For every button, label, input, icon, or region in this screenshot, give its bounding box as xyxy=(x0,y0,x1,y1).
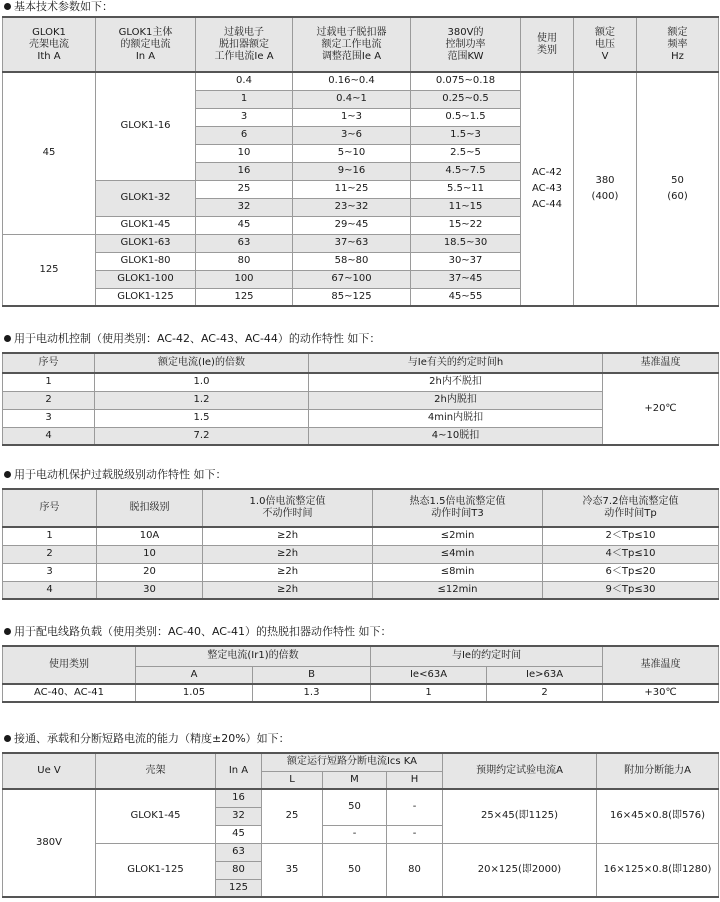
table-header-row xyxy=(3,489,719,527)
model-cell: GLOK1-16 xyxy=(96,72,196,180)
header-multiple: 整定电流(Ir1)的倍数 xyxy=(136,646,371,666)
table-cell: 1.5~3 xyxy=(411,126,521,144)
table-cell: 2 xyxy=(3,545,97,563)
table-cell: 80 xyxy=(196,252,293,270)
table-cell: ≥2h xyxy=(203,581,373,599)
table-cell: 16 xyxy=(196,162,293,180)
table-cell: 3~6 xyxy=(293,126,411,144)
table-cell: 50 xyxy=(323,843,387,897)
table-cell: 20×125(即2000) xyxy=(443,843,597,897)
table-cell: ≥2h xyxy=(203,527,373,545)
bullet-icon xyxy=(4,471,11,478)
table-cell: 5~10 xyxy=(293,144,411,162)
table-cell: 1 xyxy=(371,684,487,702)
table-cell: 50 xyxy=(323,789,387,825)
table-cell: 11~15 xyxy=(411,198,521,216)
header-main-rated-current: GLOK1主体 的额定电流 In A xyxy=(96,17,196,72)
header-gt63: Ie>63A xyxy=(487,666,603,684)
table-cell: 20 xyxy=(97,563,203,581)
table-header-row xyxy=(3,646,719,666)
section-title-distribution: 用于配电线路负载（使用类别：AC-40、AC-41）的热脱扣器动作特性 如下： xyxy=(4,625,391,639)
table-cell: 6＜Tp≤20 xyxy=(543,563,719,581)
table-cell: +30℃ xyxy=(603,684,719,702)
distribution-table xyxy=(2,645,719,703)
table-cell: 10 xyxy=(196,144,293,162)
table-cell: ≤2min xyxy=(373,527,543,545)
table-cell: - xyxy=(387,789,443,825)
table-cell: 37~45 xyxy=(411,270,521,288)
table-cell: ≤12min xyxy=(373,581,543,599)
table-cell: 2 xyxy=(3,391,95,409)
header-a: A xyxy=(136,666,253,684)
table-cell: - xyxy=(323,825,387,843)
table-cell: 6 xyxy=(196,126,293,144)
table-cell: 37~63 xyxy=(293,234,411,252)
header-le63: Ie<63A xyxy=(371,666,487,684)
header-in: In A xyxy=(216,753,262,789)
header-temp: 基准温度 xyxy=(603,646,719,684)
table-cell: 35 xyxy=(262,843,323,897)
table-cell: 2 xyxy=(487,684,603,702)
table-row xyxy=(3,373,719,391)
table-cell: 9＜Tp≤30 xyxy=(543,581,719,599)
table-row xyxy=(3,843,719,861)
voltage-cell: 380V xyxy=(3,789,96,897)
table-cell: 2h内脱扣 xyxy=(309,391,603,409)
table-cell: 0.4 xyxy=(196,72,293,90)
table-cell: 1.5 xyxy=(95,409,309,427)
table-header-row xyxy=(3,753,719,771)
frame-cell: GLOK1-45 xyxy=(96,789,216,843)
model-cell: GLOK1-125 xyxy=(96,288,196,306)
header-voltage: 额定 电压 V xyxy=(574,17,637,72)
header-hot-trip-time: 热态1.5倍电流整定值 动作时间T3 xyxy=(373,489,543,527)
table-cell: 4 xyxy=(3,427,95,445)
header-ics: 额定运行短路分断电流Ics KA xyxy=(262,753,443,771)
header-adjust-range: 过载电子脱扣器 额定工作电流 调整范围Ie A xyxy=(293,17,411,72)
table-row xyxy=(3,545,719,563)
bullet-icon xyxy=(4,628,11,635)
table-cell: 29~45 xyxy=(293,216,411,234)
table-cell: 0.4~1 xyxy=(293,90,411,108)
header-index: 序号 xyxy=(3,353,95,373)
table-cell: 45 xyxy=(196,216,293,234)
table-cell: 0.5~1.5 xyxy=(411,108,521,126)
table-cell: 125 xyxy=(196,288,293,306)
model-cell: GLOK1-63 xyxy=(96,234,196,252)
table-cell: 1.0 xyxy=(95,373,309,391)
table-cell: 80 xyxy=(216,861,262,879)
table-cell: 1.2 xyxy=(95,391,309,409)
bullet-icon xyxy=(4,735,11,742)
table-cell: 25 xyxy=(262,789,323,843)
basic-params-table xyxy=(2,16,719,307)
table-cell: 4.5~7.5 xyxy=(411,162,521,180)
frame-cell: GLOK1-125 xyxy=(96,843,216,897)
header-multiple: 额定电流(Ie)的倍数 xyxy=(95,353,309,373)
table-cell: ≤8min xyxy=(373,563,543,581)
model-cell: GLOK1-32 xyxy=(96,180,196,216)
table-cell: 25 xyxy=(196,180,293,198)
table-cell: 30 xyxy=(97,581,203,599)
table-cell: ≥2h xyxy=(203,563,373,581)
table-cell: 0.25~0.5 xyxy=(411,90,521,108)
table-cell: 30~37 xyxy=(411,252,521,270)
table-cell: 3 xyxy=(3,563,97,581)
temp-cell: +20℃ xyxy=(603,373,719,445)
header-time: 与Ie有关的约定时间h xyxy=(309,353,603,373)
header-m: M xyxy=(323,771,387,789)
header-extra-capacity: 附加分断能力A xyxy=(597,753,719,789)
frame-current-cell: 45 xyxy=(3,72,96,234)
table-cell: 63 xyxy=(196,234,293,252)
header-category: 使用 类别 xyxy=(521,17,574,72)
header-test-current: 预期约定试验电流A xyxy=(443,753,597,789)
table-cell: 18.5~30 xyxy=(411,234,521,252)
table-cell: 16 xyxy=(216,789,262,807)
header-frame-current: GLOK1 壳架电流 Ith A xyxy=(3,17,96,72)
model-cell: GLOK1-45 xyxy=(96,216,196,234)
table-cell: 7.2 xyxy=(95,427,309,445)
motor-control-table xyxy=(2,352,719,446)
header-category: 使用类别 xyxy=(3,646,136,684)
table-cell: 23~32 xyxy=(293,198,411,216)
table-row xyxy=(3,789,719,807)
motor-protection-table xyxy=(2,488,719,600)
table-cell: 100 xyxy=(196,270,293,288)
section-title-short-circuit: 接通、承载和分断短路电流的能力（精度±20%）如下： xyxy=(4,732,290,746)
table-cell: 4＜Tp≤10 xyxy=(543,545,719,563)
table-cell: 45 xyxy=(216,825,262,843)
table-cell: 1 xyxy=(3,373,95,391)
table-cell: 4 xyxy=(3,581,97,599)
section-title-basic-params: 基本技术参数如下： xyxy=(4,0,113,14)
header-frame: 壳架 xyxy=(96,753,216,789)
table-cell: 1 xyxy=(3,527,97,545)
table-cell: 1~3 xyxy=(293,108,411,126)
table-cell: 32 xyxy=(216,807,262,825)
header-trip-class: 脱扣级别 xyxy=(97,489,203,527)
table-row xyxy=(3,563,719,581)
table-cell: 0.075~0.18 xyxy=(411,72,521,90)
table-cell: 25×45(即1125) xyxy=(443,789,597,843)
table-row xyxy=(3,72,719,90)
table-cell: 2h内不脱扣 xyxy=(309,373,603,391)
table-cell: - xyxy=(387,825,443,843)
header-b: B xyxy=(253,666,371,684)
table-cell: 2.5~5 xyxy=(411,144,521,162)
bullet-icon xyxy=(4,3,11,10)
table-cell: 80 xyxy=(387,843,443,897)
table-cell: 15~22 xyxy=(411,216,521,234)
table-cell: 45~55 xyxy=(411,288,521,306)
table-cell: ≥2h xyxy=(203,545,373,563)
table-cell: 63 xyxy=(216,843,262,861)
table-cell: 1.3 xyxy=(253,684,371,702)
voltage-cell: 380 (400) xyxy=(574,72,637,306)
table-cell: 67~100 xyxy=(293,270,411,288)
table-cell: 11~25 xyxy=(293,180,411,198)
section-title-motor-control: 用于电动机控制（使用类别：AC-42、AC-43、AC-44）的动作特性 如下： xyxy=(4,332,380,346)
table-cell: 1.05 xyxy=(136,684,253,702)
section-title-motor-protection: 用于电动机保护过载脱级别动作特性 如下： xyxy=(4,468,227,482)
table-cell: 10A xyxy=(97,527,203,545)
table-cell: 4min内脱扣 xyxy=(309,409,603,427)
header-frequency: 额定 频率 Hz xyxy=(637,17,719,72)
table-header-row xyxy=(3,353,719,373)
table-row xyxy=(3,581,719,599)
table-row xyxy=(3,684,719,702)
header-trip-rated-current: 过载电子 脱扣器额定 工作电流Ie A xyxy=(196,17,293,72)
table-cell: AC-40、AC-41 xyxy=(3,684,136,702)
header-ue: Ue V xyxy=(3,753,96,789)
model-cell: GLOK1-80 xyxy=(96,252,196,270)
table-cell: 58~80 xyxy=(293,252,411,270)
model-cell: GLOK1-100 xyxy=(96,270,196,288)
table-cell: ≤4min xyxy=(373,545,543,563)
table-row xyxy=(3,527,719,545)
table-cell: 5.5~11 xyxy=(411,180,521,198)
table-cell: 85~125 xyxy=(293,288,411,306)
header-cold-trip-time: 冷态7.2倍电流整定值 动作时间Tp xyxy=(543,489,719,527)
header-temp: 基准温度 xyxy=(603,353,719,373)
table-cell: 16×125×0.8(即1280) xyxy=(597,843,719,897)
table-cell: 2＜Tp≤10 xyxy=(543,527,719,545)
table-cell: 32 xyxy=(196,198,293,216)
table-cell: 16×45×0.8(即576) xyxy=(597,789,719,843)
header-time: 与Ie的约定时间 xyxy=(371,646,603,666)
header-l: L xyxy=(262,771,323,789)
header-h: H xyxy=(387,771,443,789)
table-cell: 4~10脱扣 xyxy=(309,427,603,445)
frequency-cell: 50 (60) xyxy=(637,72,719,306)
table-header-row xyxy=(3,17,719,72)
table-cell: 3 xyxy=(196,108,293,126)
table-cell: 3 xyxy=(3,409,95,427)
table-cell: 125 xyxy=(216,879,262,897)
header-control-power: 380V的 控制功率 范围KW xyxy=(411,17,521,72)
header-index: 序号 xyxy=(3,489,97,527)
category-cell: AC-42 AC-43 AC-44 xyxy=(521,72,574,306)
frame-current-cell: 125 xyxy=(3,234,96,306)
table-cell: 10 xyxy=(97,545,203,563)
table-cell: 0.16~0.4 xyxy=(293,72,411,90)
short-circuit-table xyxy=(2,752,719,898)
table-cell: 9~16 xyxy=(293,162,411,180)
header-non-trip-time: 1.0倍电流整定值 不动作时间 xyxy=(203,489,373,527)
table-cell: 1 xyxy=(196,90,293,108)
bullet-icon xyxy=(4,335,11,342)
